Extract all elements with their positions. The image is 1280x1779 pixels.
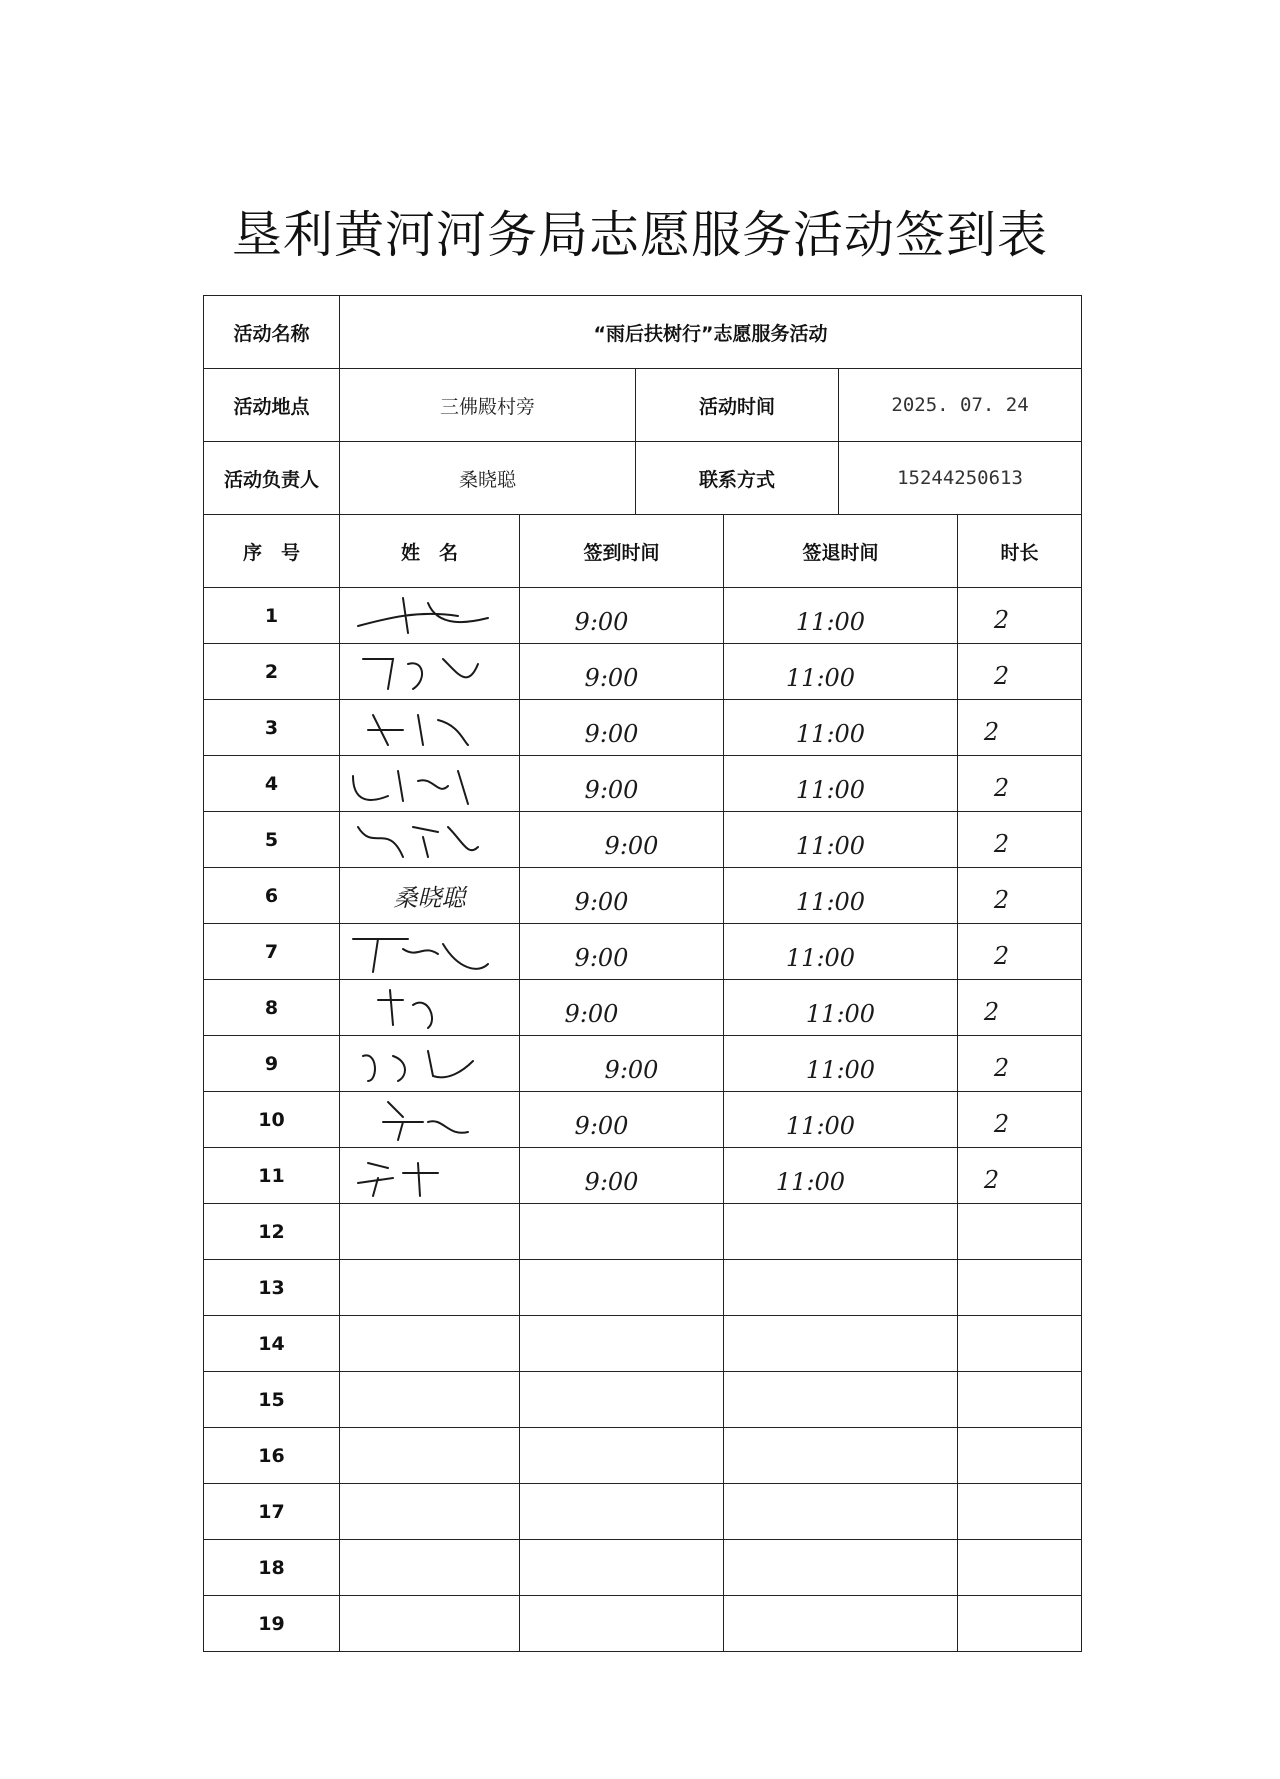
activity-name-label: 活动名称: [204, 296, 340, 369]
duration-value: 2: [993, 605, 1010, 634]
row-sign-in: [520, 1204, 724, 1260]
handwritten-signature: [348, 1092, 498, 1147]
row-name: [340, 1540, 520, 1596]
row-seq: 15: [204, 1372, 340, 1428]
row-seq: 2: [204, 644, 340, 700]
row-name: [340, 1316, 520, 1372]
row-seq: 6: [204, 868, 340, 924]
row-name: [340, 700, 520, 756]
table-row: [204, 644, 1082, 700]
row-name: [340, 1148, 520, 1204]
row-duration: [958, 1260, 1082, 1316]
duration-value: 2: [993, 1053, 1010, 1082]
row-seq: 13: [204, 1260, 340, 1316]
row-name: [340, 1596, 520, 1652]
row-sign-in: [520, 756, 724, 812]
row-sign-in: [520, 1428, 724, 1484]
table-row: [204, 756, 1082, 812]
column-header-row: [204, 515, 1082, 588]
table-row: [204, 1540, 1082, 1596]
col-sign-out-header: 签退时间: [724, 515, 958, 588]
location-value: 三佛殿村旁: [340, 369, 636, 442]
row-seq: 9: [204, 1036, 340, 1092]
row-sign-out: [724, 1092, 958, 1148]
row-seq: 1: [204, 588, 340, 644]
row-sign-in: [520, 1092, 724, 1148]
row-duration: [958, 1204, 1082, 1260]
row-name: [340, 1036, 520, 1092]
row-sign-in: [520, 1540, 724, 1596]
row-name: [340, 924, 520, 980]
contact-label: 联系方式: [636, 442, 839, 515]
row-seq: 14: [204, 1316, 340, 1372]
row-sign-out: [724, 1540, 958, 1596]
handwritten-signature: [348, 980, 498, 1035]
row-sign-out: [724, 868, 958, 924]
row-seq: 18: [204, 1540, 340, 1596]
row-sign-out: [724, 1428, 958, 1484]
row-duration: [958, 868, 1082, 924]
handwritten-signature: [348, 756, 498, 811]
row-seq: 4: [204, 756, 340, 812]
row-duration: [958, 1372, 1082, 1428]
row-sign-in: [520, 1484, 724, 1540]
duration-value: 2: [993, 661, 1010, 690]
contact-value: 15244250613: [839, 442, 1082, 515]
row-name: [340, 1372, 520, 1428]
row-sign-out: [724, 588, 958, 644]
row-duration: [958, 1540, 1082, 1596]
row-sign-out: [724, 1148, 958, 1204]
row-sign-out: [724, 1596, 958, 1652]
row-sign-in: [520, 980, 724, 1036]
row-duration: [958, 1036, 1082, 1092]
row-sign-out: [724, 1204, 958, 1260]
handwritten-signature: [348, 644, 498, 699]
handwritten-signature: [348, 588, 498, 643]
sign-out-time: 11:00: [785, 663, 856, 692]
duration-value: 2: [993, 941, 1010, 970]
leader-label: 活动负责人: [204, 442, 340, 515]
row-sign-in: [520, 868, 724, 924]
row-sign-in: [520, 1316, 724, 1372]
sign-in-time: 9:00: [604, 1055, 659, 1084]
leader-value: 桑晓聪: [340, 442, 636, 515]
row-duration: [958, 1484, 1082, 1540]
row-seq: 10: [204, 1092, 340, 1148]
sign-out-time: 11:00: [795, 719, 866, 748]
row-duration: [958, 588, 1082, 644]
activity-name-value: “雨后扶树行”志愿服务活动: [340, 296, 1082, 369]
col-name-header: 姓 名: [340, 515, 520, 588]
handwritten-signature: [348, 1148, 498, 1203]
sign-in-time: 9:00: [584, 663, 639, 692]
row-name: [340, 1260, 520, 1316]
row-duration: [958, 1148, 1082, 1204]
row-duration: [958, 644, 1082, 700]
col-sign-in-header: 签到时间: [520, 515, 724, 588]
leader-row: [204, 442, 1082, 515]
page-title: 垦利黄河河务局志愿服务活动签到表: [232, 206, 1048, 264]
row-seq: 19: [204, 1596, 340, 1652]
sign-in-sheet: [203, 295, 1082, 1652]
table-row: [204, 1092, 1082, 1148]
row-sign-in: [520, 1596, 724, 1652]
row-seq: 17: [204, 1484, 340, 1540]
row-sign-out: [724, 1036, 958, 1092]
sign-out-time: 11:00: [795, 887, 866, 916]
row-sign-out: [724, 812, 958, 868]
sign-in-time: 9:00: [604, 831, 659, 860]
col-duration-header: 时长: [958, 515, 1082, 588]
table-row: [204, 588, 1082, 644]
sign-in-time: 9:00: [584, 1167, 639, 1196]
table-row: [204, 812, 1082, 868]
row-name: [340, 588, 520, 644]
handwritten-signature: [348, 1036, 498, 1091]
row-duration: [958, 1092, 1082, 1148]
row-name: [340, 1428, 520, 1484]
row-sign-out: [724, 1260, 958, 1316]
row-seq: 3: [204, 700, 340, 756]
row-duration: [958, 700, 1082, 756]
row-sign-in: [520, 812, 724, 868]
duration-value: 2: [983, 997, 1000, 1026]
row-name: [340, 868, 520, 924]
sign-out-time: 11:00: [785, 943, 856, 972]
row-seq: 11: [204, 1148, 340, 1204]
row-sign-in: [520, 588, 724, 644]
row-sign-in: [520, 644, 724, 700]
row-sign-out: [724, 924, 958, 980]
row-sign-out: [724, 756, 958, 812]
sign-out-time: 11:00: [805, 999, 876, 1028]
row-sign-out: [724, 1484, 958, 1540]
row-duration: [958, 1428, 1082, 1484]
table-row: [204, 1260, 1082, 1316]
row-seq: 8: [204, 980, 340, 1036]
row-sign-in: [520, 1260, 724, 1316]
handwritten-signature: [348, 924, 498, 979]
row-seq: 12: [204, 1204, 340, 1260]
sign-in-time: 9:00: [584, 719, 639, 748]
location-row: [204, 369, 1082, 442]
row-sign-out: [724, 980, 958, 1036]
row-name: [340, 812, 520, 868]
row-sign-in: [520, 924, 724, 980]
handwritten-signature: [348, 700, 498, 755]
row-duration: [958, 756, 1082, 812]
table-row: [204, 1372, 1082, 1428]
duration-value: 2: [983, 717, 1000, 746]
row-name: [340, 1204, 520, 1260]
row-name: [340, 756, 520, 812]
table-row: [204, 980, 1082, 1036]
time-value: 2025. 07. 24: [839, 369, 1082, 442]
duration-value: 2: [993, 773, 1010, 802]
table-row: [204, 1204, 1082, 1260]
row-seq: 16: [204, 1428, 340, 1484]
row-duration: [958, 1596, 1082, 1652]
sign-out-time: 11:00: [795, 775, 866, 804]
duration-value: 2: [993, 829, 1010, 858]
table-row: [204, 1428, 1082, 1484]
sign-in-time: 9:00: [584, 775, 639, 804]
duration-value: 2: [993, 885, 1010, 914]
sign-in-time: 9:00: [574, 1111, 629, 1140]
row-seq: 5: [204, 812, 340, 868]
handwritten-signature: [348, 812, 498, 867]
attendance-rows: [204, 588, 1082, 1652]
row-sign-in: [520, 1372, 724, 1428]
row-duration: [958, 924, 1082, 980]
table-row: [204, 700, 1082, 756]
activity-name-row: [204, 296, 1082, 369]
sign-out-time: 11:00: [795, 607, 866, 636]
signature-text: 桑晓聪: [393, 884, 466, 912]
time-label: 活动时间: [636, 369, 839, 442]
table-row: [204, 1596, 1082, 1652]
table-row: [204, 1484, 1082, 1540]
sign-out-time: 11:00: [785, 1111, 856, 1140]
table-row: [204, 1036, 1082, 1092]
row-duration: [958, 1316, 1082, 1372]
table-row: [204, 1316, 1082, 1372]
sign-in-time: 9:00: [574, 607, 629, 636]
table-row: [204, 924, 1082, 980]
sign-out-time: 11:00: [805, 1055, 876, 1084]
duration-value: 2: [993, 1109, 1010, 1138]
row-duration: [958, 980, 1082, 1036]
table-row: [204, 1148, 1082, 1204]
sign-in-time: 9:00: [574, 943, 629, 972]
row-sign-out: [724, 700, 958, 756]
row-name: [340, 1484, 520, 1540]
row-name: [340, 1092, 520, 1148]
row-seq: 7: [204, 924, 340, 980]
row-name: [340, 644, 520, 700]
row-sign-out: [724, 1316, 958, 1372]
sign-in-time: 9:00: [574, 887, 629, 916]
row-sign-out: [724, 644, 958, 700]
row-sign-out: [724, 1372, 958, 1428]
row-sign-in: [520, 1036, 724, 1092]
duration-value: 2: [983, 1165, 1000, 1194]
sign-out-time: 11:00: [775, 1167, 846, 1196]
sign-out-time: 11:00: [795, 831, 866, 860]
col-seq-header: 序 号: [204, 515, 340, 588]
row-sign-in: [520, 1148, 724, 1204]
row-name: [340, 980, 520, 1036]
table-row: [204, 868, 1082, 924]
location-label: 活动地点: [204, 369, 340, 442]
row-sign-in: [520, 700, 724, 756]
sign-in-time: 9:00: [564, 999, 619, 1028]
row-duration: [958, 812, 1082, 868]
